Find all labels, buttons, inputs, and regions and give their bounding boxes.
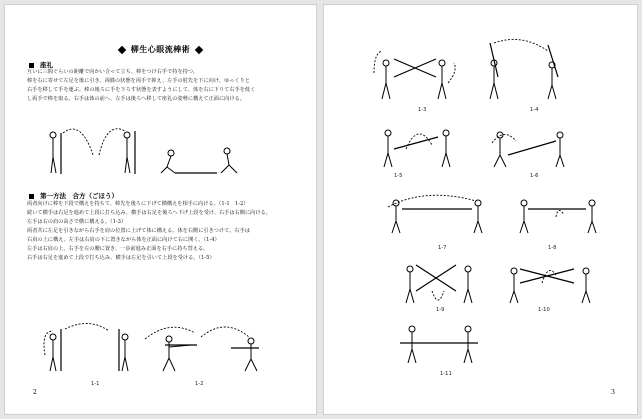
figure-pair <box>384 130 450 167</box>
figure-caption: 1-2 <box>195 381 204 387</box>
figure-1-1-1-2 <box>35 325 295 375</box>
figure-caption: 1-10 <box>538 307 550 313</box>
motion-arrow <box>99 129 125 155</box>
figure-caption: 1-1 <box>91 381 100 387</box>
section1-paragraph <box>27 68 297 104</box>
text-line: 左手は右肩の上、右手を左の腰に置き、一歩前進み正面を右手に持ち替える。 <box>27 246 209 252</box>
figure-1-7-1-8 <box>386 191 616 237</box>
figure-caption: 1-8 <box>548 245 557 251</box>
figure-kneeling <box>221 148 237 173</box>
section-heading-zarei: 座礼 <box>29 60 53 69</box>
figure-pair <box>406 265 472 303</box>
figure-person <box>231 338 259 371</box>
text-line: 両者向けに棒を下段で構えを持ちて、棒先を後ろに下げて横構えを相手に向ける。（1-1 1-2） <box>27 201 249 207</box>
motion-arrow <box>432 291 444 300</box>
right-page <box>323 4 638 415</box>
motion-arrow <box>406 134 432 149</box>
motion-arrow <box>492 134 516 143</box>
square-bullet-icon <box>29 63 34 68</box>
motion-arrow <box>448 63 455 83</box>
page-number: 3 <box>611 389 615 396</box>
figure-caption: 1-3 <box>418 107 427 113</box>
figure-pair <box>510 268 590 303</box>
figure-caption: 1-4 <box>530 107 539 113</box>
figure-pair <box>400 326 478 363</box>
figure-standing <box>50 132 61 174</box>
figure-caption: 1-7 <box>438 245 447 251</box>
figure-1-3-1-4 <box>372 43 612 105</box>
page-title <box>5 44 316 55</box>
section2-paragraph <box>27 200 297 263</box>
page-number: 2 <box>33 389 37 396</box>
motion-arrow <box>556 210 564 217</box>
figure-caption: 1-9 <box>436 307 445 313</box>
text-line: 互いに三間ぐらいの距離で向かい合って立ち、棒をつけ右手で持を持つ。 <box>27 69 198 75</box>
text-line: 続いて横手は右足を進めて上段に打ち込み、横手は右足を後ろへ下げ上段を受け、右手は右側に向ける。 <box>27 210 271 216</box>
figure-person <box>50 329 61 371</box>
motion-arrow <box>63 129 93 155</box>
left-page <box>4 4 317 415</box>
diamond-bullet-icon <box>118 46 126 54</box>
title-text: 柳生心眼流棒術 <box>130 44 191 54</box>
figure-caption: 1-6 <box>530 173 539 179</box>
figure-standing <box>124 131 135 174</box>
text-line: 右手は右足を進めて上段で打ち込み、横手は左足を引いて上段を受ける。（1-5） <box>27 255 215 261</box>
figure-pair <box>490 43 558 99</box>
motion-arrow <box>65 323 109 331</box>
motion-arrow <box>494 39 548 51</box>
figure-1-11 <box>400 321 510 367</box>
figure-caption: 1-11 <box>440 371 452 377</box>
figure-person <box>163 336 197 371</box>
figure-pair <box>392 200 482 233</box>
text-line: 右肩の上に構え、左手は右肩の下に置きながら体を正面に向けて右に開く。（1-4） <box>27 237 220 243</box>
motion-arrow <box>201 327 249 337</box>
figure-1-9-1-10 <box>402 261 622 307</box>
figure-pair <box>382 59 446 99</box>
text-line: 両者共に左足を引きながら右手を肩の位置に上げて体に構える。体を右側に引きつけて、右手は <box>27 228 250 234</box>
figure-pair <box>494 132 564 167</box>
text-line: 左手は右の肩の高さで横に構える。（1-3） <box>27 219 127 225</box>
section-heading-method1: 第一方法 合方（ごほう） <box>29 191 118 200</box>
diamond-bullet-icon <box>195 46 203 54</box>
text-line: し両手で棒を取る。右手は体の前へ、左手は後ろへ移して座礼の姿勢に構えて正面に向ける。 <box>27 96 245 102</box>
text-line: 右手を移して手を運ぶ。棒の後ろに手を下ろす状態を表すようにして、体を右に下りて右手を低く <box>27 87 256 93</box>
figure-1-5-1-6 <box>376 125 616 171</box>
figure-caption: 1-5 <box>394 173 403 179</box>
motion-arrow <box>374 51 382 73</box>
figure-kneeling <box>161 150 175 173</box>
bow-illustration <box>41 125 241 180</box>
motion-arrow <box>388 195 476 207</box>
motion-arrow <box>145 327 195 339</box>
figure-person <box>119 329 128 371</box>
text-line: 棒を右に寄せて左足を後に引き、両膝の状態を両手で抑え、左手の肘先を下に向け、ゆっくりと <box>27 78 250 84</box>
figure-pair <box>520 200 596 233</box>
square-bullet-icon <box>29 194 34 199</box>
